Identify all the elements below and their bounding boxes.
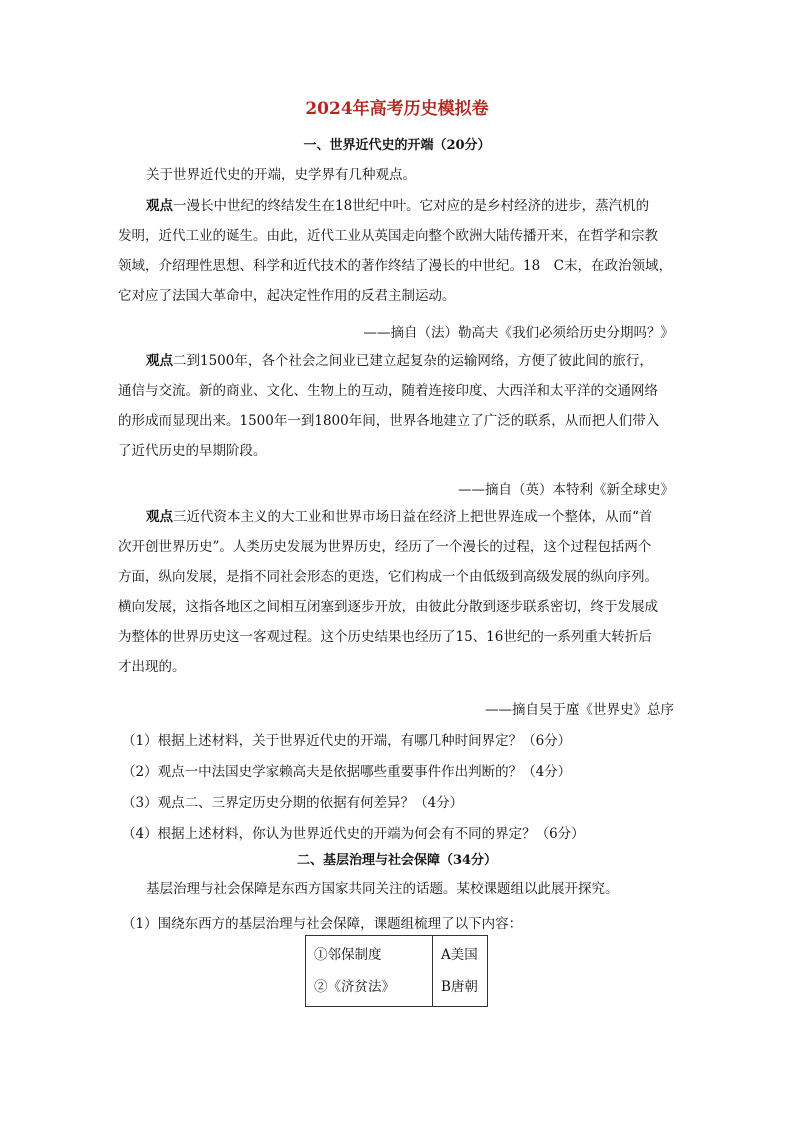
view-3-text-1: 三近代资本主义的大工业和世界市场日益在经济上把世界连成一个整体，从而“首 <box>173 509 653 525</box>
view-1-line-1 <box>118 191 678 221</box>
table-left-cell <box>306 936 433 1007</box>
view-3-source: ——摘自吴于廑《世界史》总序 <box>485 702 674 718</box>
view-2-line-4: 了近代历史的早期阶段。 <box>118 443 267 459</box>
view-3-line-1 <box>118 502 678 532</box>
question-3: （3）观点二、三界定历史分期的依据有何差异？（4分） <box>122 795 464 811</box>
table-left-item-2: ②《济贫法》 <box>314 979 395 995</box>
section-2-question-1: （1）围绕东西方的基层治理与社会保障，课题组梳理了以下内容： <box>122 916 523 932</box>
question-2: （2）观点一中法国史学家赖高夫是依据哪些重要事件作出判断的？（4分） <box>122 764 572 780</box>
view-1-text-1: 一漫长中世纪的终结发生在18世纪中叶。它对应的是乡村经济的进步，蒸汽机的 <box>173 198 650 214</box>
section-2-heading: 二、基层治理与社会保障（34分） <box>296 853 498 868</box>
section-1-heading: 一、世界近代史的开端（20分） <box>303 138 491 153</box>
view-1-line-4: 它对应了法国大革命中，起决定性作用的反君主制运动。 <box>118 288 456 304</box>
view-3-line-6: 才出现的。 <box>118 659 186 675</box>
table-right-item-1: A美国 <box>441 947 478 963</box>
table-right-item-2: B唐朝 <box>441 979 478 995</box>
view-3-label: 观点 <box>146 509 173 525</box>
view-2-source: ——摘自（英）本特利《新全球史》 <box>458 482 674 498</box>
view-3-line-5: 为整体的世界历史这一客观过程。这个历史结果也经历了15、16世纪的一系列重大转折后 <box>118 629 652 645</box>
intro-line: 关于世界近代史的开端，史学界有几种观点。 <box>146 167 416 183</box>
view-3-paragraph <box>118 502 678 682</box>
view-2-paragraph <box>118 346 678 466</box>
view-2-line-3: 的形成而显现出来。1500年一到1800年间，世界各地建立了广泛的联系，从而把人们带入 <box>118 413 660 429</box>
section-1-intro <box>118 160 678 190</box>
section-2-intro <box>118 874 678 904</box>
view-3-line-3: 方面，纵向发展，是指不同社会形态的更迭，它们构成一个由低级到高级发展的纵向序列。 <box>118 569 658 585</box>
view-1-line-3: 领域，介绍理性思想、科学和近代技术的著作终结了漫长的中世纪。18 C末，在政治领域， <box>118 258 673 274</box>
table-left-item-1: ①邻保制度 <box>314 947 382 963</box>
view-1-paragraph <box>118 191 678 311</box>
view-1-source: ——摘自（法）勒高夫《我们必须给历史分期吗？》 <box>363 325 674 341</box>
view-2-text-1: 二到1500年，各个社会之间业已建立起复杂的运输网络，方便了彼此间的旅行， <box>173 353 653 369</box>
table-right-cell <box>433 936 488 1007</box>
section-2-intro-line: 基层治理与社会保障是东西方国家共同关注的话题。某校课题组以此展开探究。 <box>146 881 619 897</box>
question-4: （4）根据上述材料，你认为世界近代史的开端为何会有不同的界定？（6分） <box>122 826 585 842</box>
matching-table <box>305 935 488 1007</box>
view-2-label: 观点 <box>146 353 173 369</box>
question-1: （1）根据上述材料，关于世界近代史的开端，有哪几种时间界定？（6分） <box>122 733 572 749</box>
view-1-label: 观点 <box>146 198 173 214</box>
view-3-line-4: 横向发展，这指各地区之间相互闭塞到逐步开放，由彼此分散到逐步联系密切，终于发展成 <box>118 599 658 615</box>
view-2-line-2: 通信与交流。新的商业、文化、生物上的互动，随着连接印度、大西洋和太平洋的交通网络 <box>118 383 658 399</box>
exam-title: 2024年高考历史模拟卷 <box>305 99 489 119</box>
view-2-line-1 <box>118 346 678 376</box>
view-1-line-2: 发明，近代工业的诞生。由此，近代工业从英国走向整个欧洲大陆传播开来，在哲学和宗教 <box>118 228 658 244</box>
view-3-line-2: 次开创世界历史”。人类历史发展为世界历史，经历了一个漫长的过程，这个过程包括两个 <box>118 539 652 555</box>
